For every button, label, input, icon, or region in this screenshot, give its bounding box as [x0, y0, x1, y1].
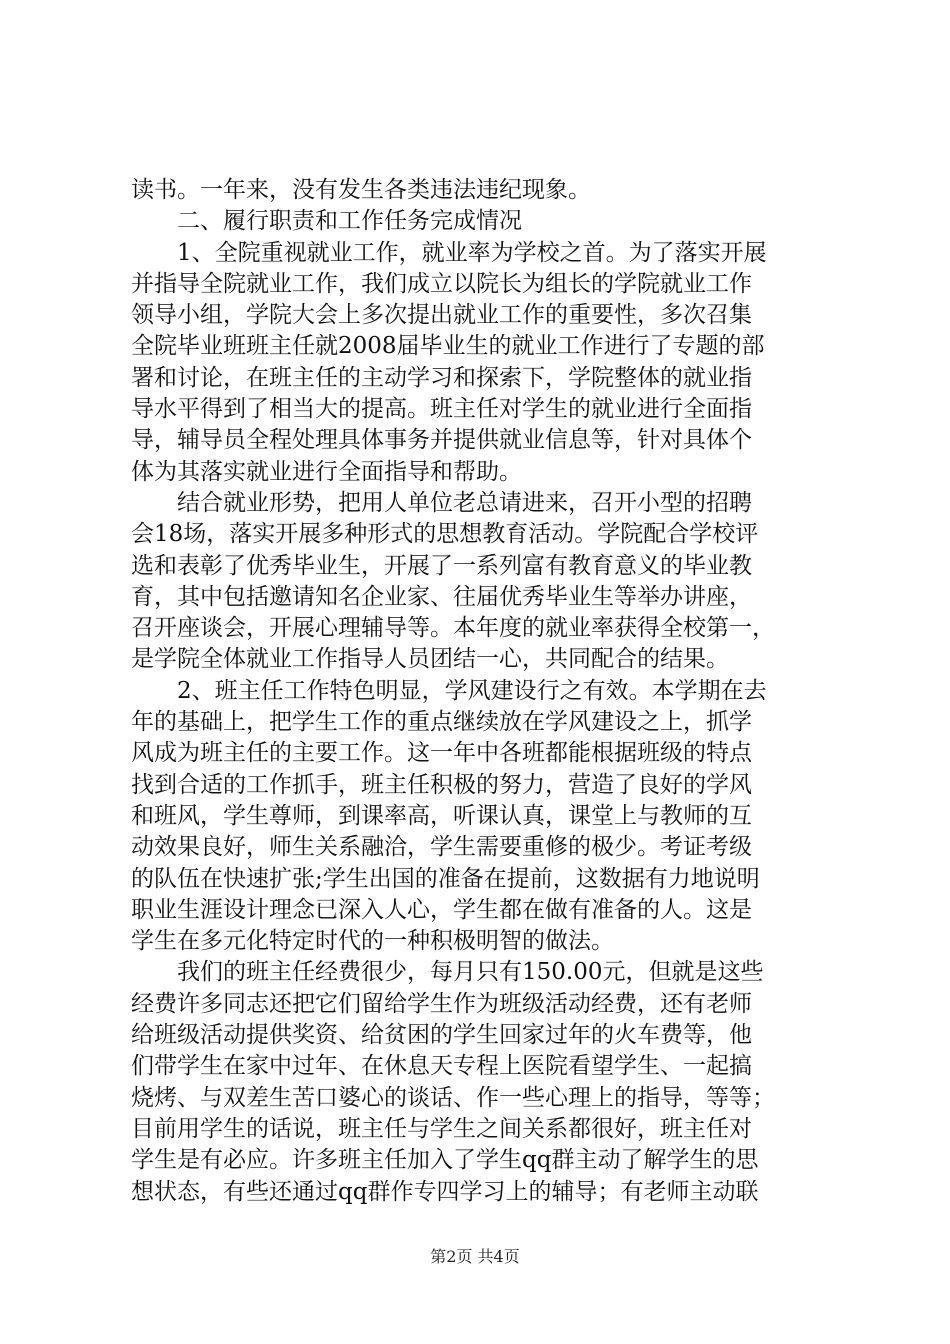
text-line: 年的基础上，把学生工作的重点继续放在学风建设之上，抓学	[131, 709, 752, 736]
text-line: 2、班主任工作特色明显，学风建设行之有效。本学期在去	[131, 677, 767, 704]
section-heading: 二、履行职责和工作任务完成情况	[131, 208, 522, 235]
text-line: 署和讨论，在班主任的主动学习和探索下，学院整体的就业指	[131, 364, 752, 391]
text-line: 我们的班主任经费很少，每月只有150.00元，但就是这些	[131, 959, 764, 986]
text-line: 导，辅导员全程处理具体事务并提供就业信息等，针对具体个	[131, 427, 752, 454]
body-text	[131, 175, 835, 1208]
text-line: 选和表彰了优秀毕业生，开展了一系列富有教育意义的毕业教	[131, 552, 752, 579]
text-line: 烧烤、与双差生苦口婆心的谈话、作一些心理上的指导，等等；	[131, 1084, 775, 1111]
text-line: 导水平得到了相当大的提高。班主任对学生的就业进行全面指	[131, 396, 752, 423]
text-line: 职业生涯设计理念已深入人心，学生都在做有准备的人。这是	[131, 896, 752, 923]
text-line: 召开座谈会，开展心理辅导等。本年度的就业率获得全校第一，	[131, 615, 775, 642]
text-line: 动效果良好，师生关系融洽，学生需要重修的极少。考证考级	[131, 834, 752, 861]
text-line: 领导小组，学院大会上多次提出就业工作的重要性，多次召集	[131, 302, 752, 329]
text-line: 会18场，落实开展多种形式的思想教育活动。学院配合学校评	[131, 521, 759, 548]
text-line: 读书。一年来，没有发生各类违法违纪现象。	[131, 177, 591, 203]
text-line: 找到合适的工作抓手，班主任积极的努力，营造了良好的学风	[131, 771, 752, 798]
text-line: 的队伍在快速扩张;学生出国的准备在提前，这数据有力地说明	[131, 865, 760, 892]
text-line: 和班风，学生尊师，到课率高，听课认真，课堂上与教师的互	[131, 802, 752, 829]
text-line: 风成为班主任的主要工作。这一年中各班都能根据班级的特点	[131, 740, 752, 767]
page-number-footer: 第2页 共4页	[430, 1247, 520, 1266]
text-line: 全院毕业班班主任就2008届毕业生的就业工作进行了专题的部	[131, 333, 765, 360]
text-line: 目前用学生的话说，班主任与学生之间关系都很好，班主任对	[131, 1115, 752, 1142]
text-line: 学生在多元化特定时代的一种积极明智的做法。	[131, 928, 614, 955]
text-line: 是学院全体就业工作指导人员团结一心，共同配合的结果。	[131, 646, 729, 673]
text-line: 给班级活动提供奖资、给贫困的学生回家过年的火车费等，他	[131, 1022, 752, 1049]
text-line: 并指导全院就业工作，我们成立以院长为组长的学院就业工作	[131, 270, 752, 297]
text-line: 育，其中包括邀请知名企业家、往届优秀毕业生等举办讲座，	[131, 583, 752, 610]
text-line: 1、全院重视就业工作，就业率为学校之首。为了落实开展	[131, 239, 767, 266]
text-line: 体为其落实就业进行全面指导和帮助。	[131, 458, 522, 485]
text-line: 们带学生在家中过年、在休息天专程上医院看望学生、一起搞	[131, 1053, 752, 1080]
text-line: 结合就业形势，把用人单位老总请进来，召开小型的招聘	[131, 489, 752, 516]
text-line: 想状态，有些还通过qq群作专四学习上的辅导；有老师主动联	[131, 1178, 759, 1205]
text-line: 经费许多同志还把它们留给学生作为班级活动经费，还有老师	[131, 990, 752, 1017]
text-line: 学生是有必应。许多班主任加入了学生qq群主动了解学生的思	[131, 1147, 759, 1174]
